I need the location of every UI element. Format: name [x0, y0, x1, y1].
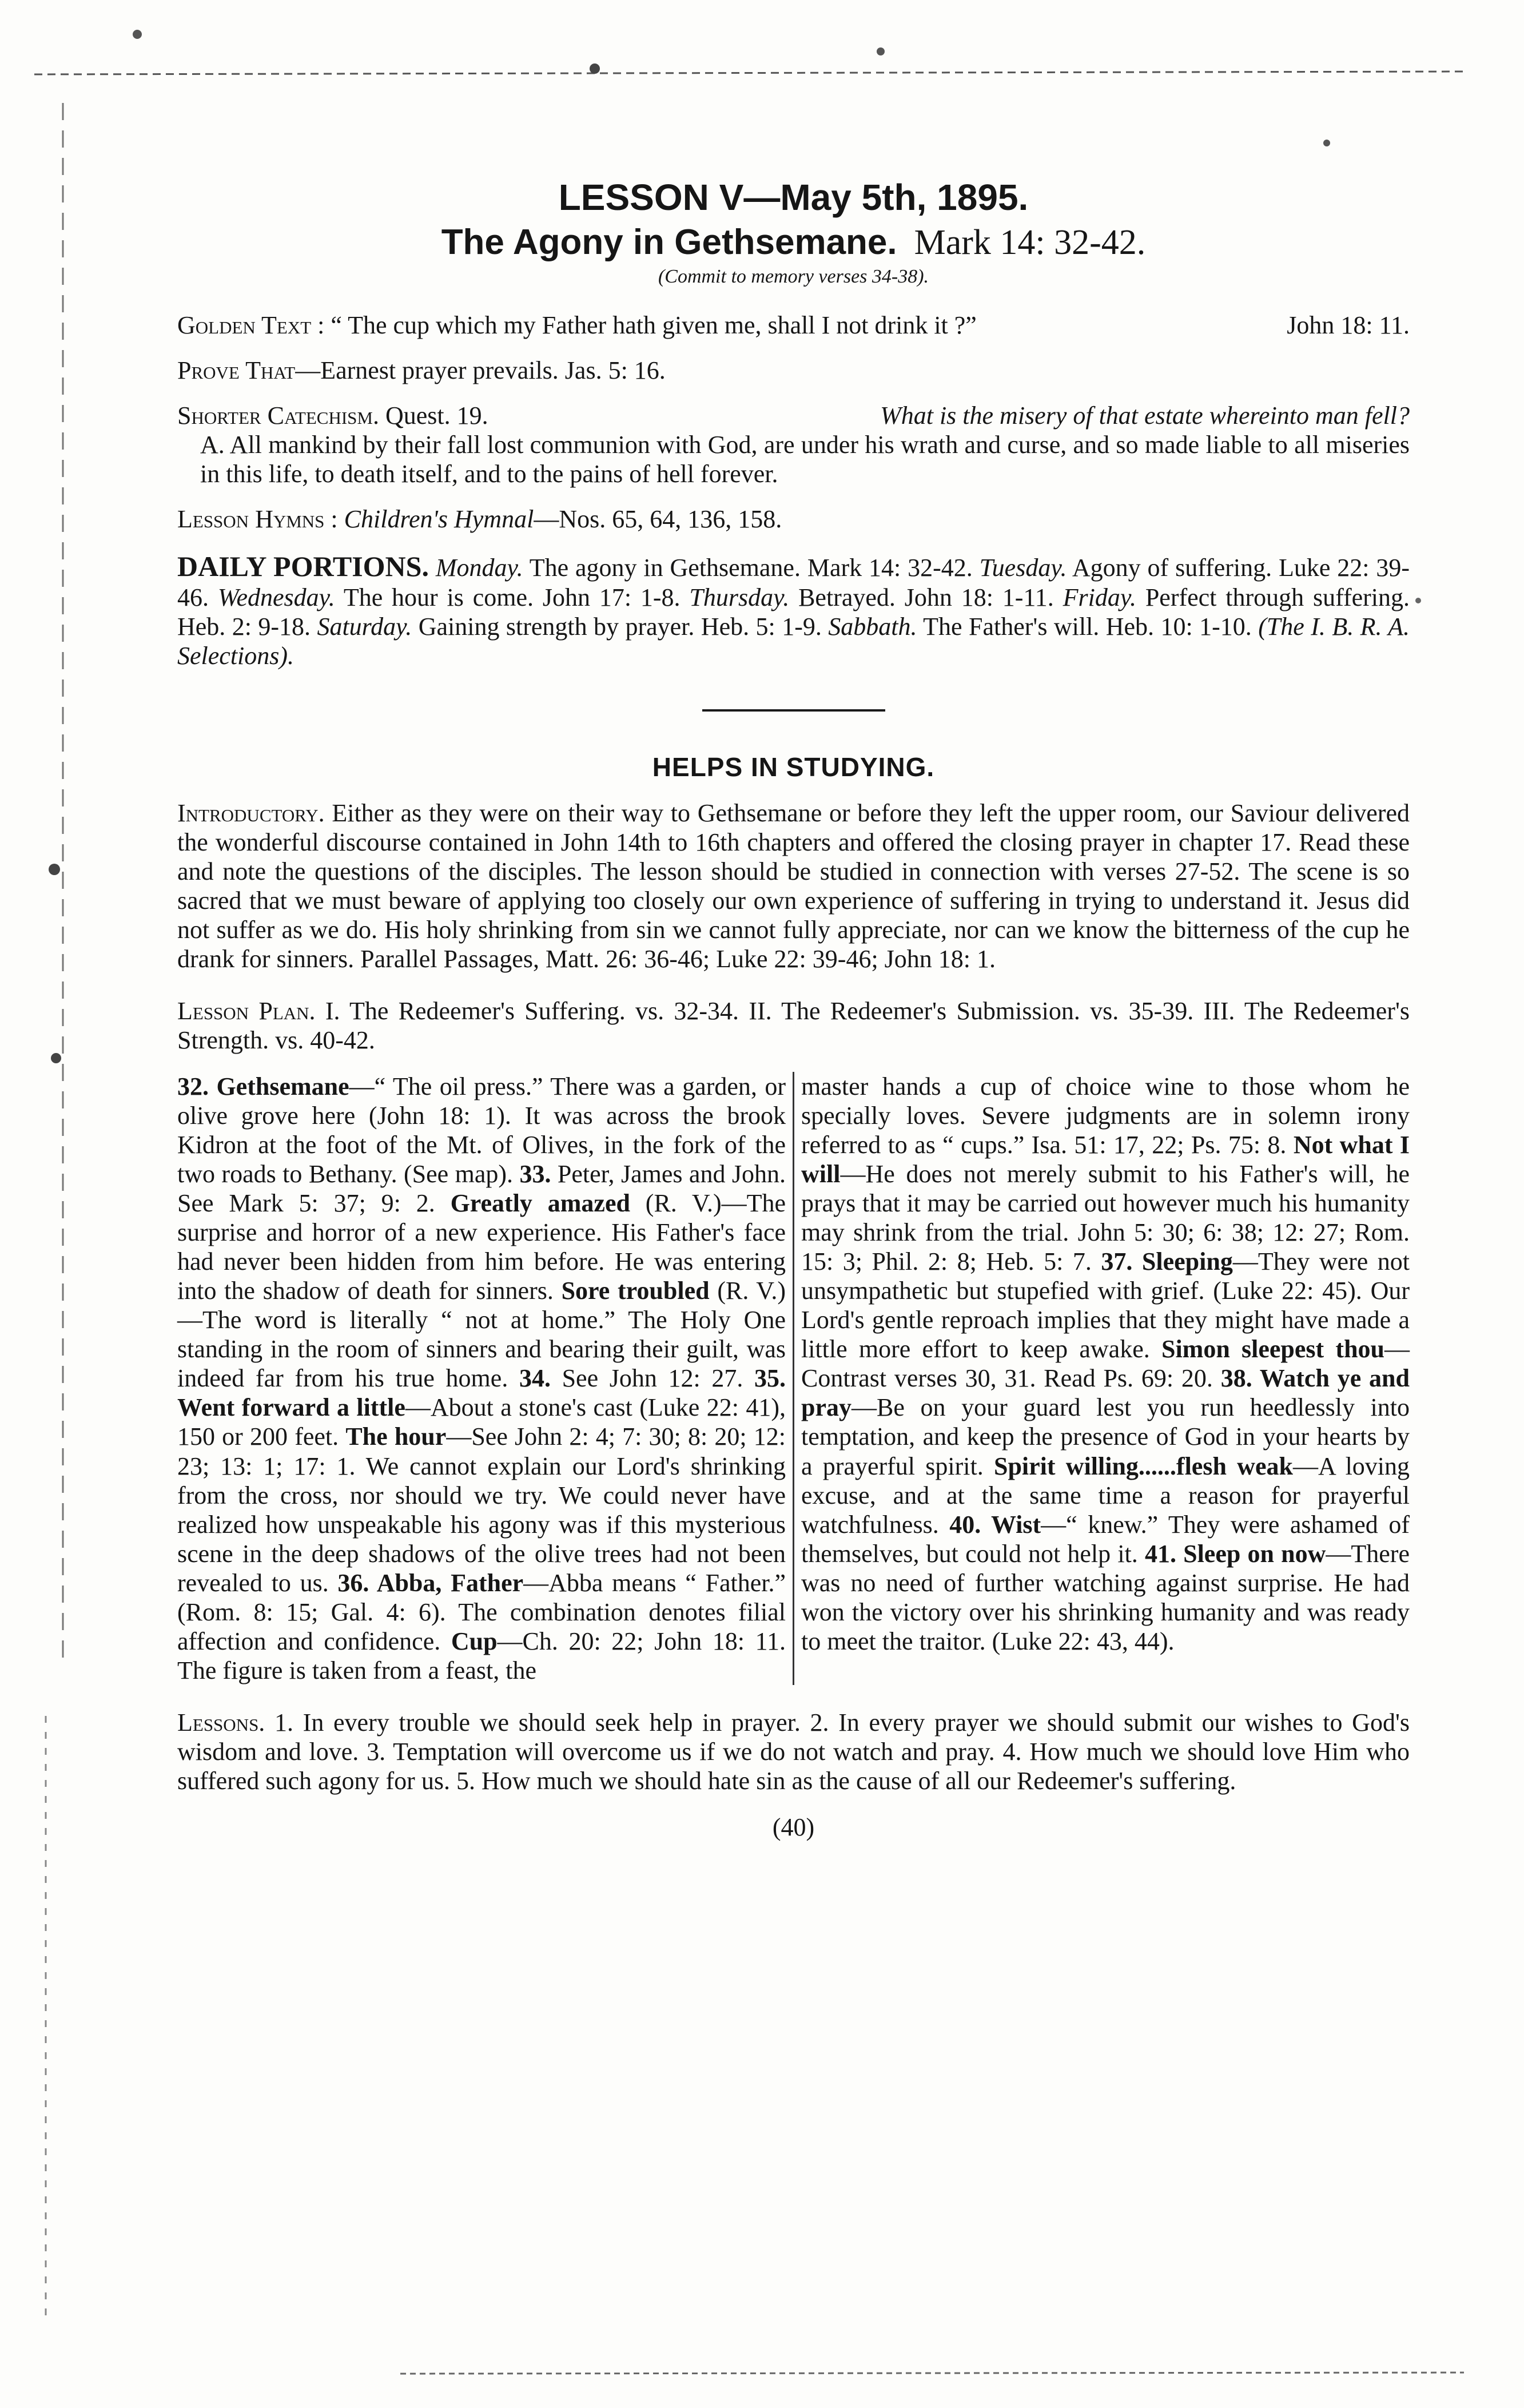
note-text: —Be on your guard lest you run heedlessly into temptation, and keep the presence of God in your hearts by a prayerful spirit.	[801, 1393, 1410, 1480]
note-term: 37. Sleeping	[1101, 1247, 1233, 1276]
golden-text-ref: John 18: 11.	[1287, 311, 1410, 339]
introductory-label: Introductory.	[177, 798, 325, 827]
notes-left-column	[177, 1072, 786, 1685]
golden-text-quote: “ The cup which my Father hath given me, shall I not drink it ?”	[331, 311, 977, 339]
lesson-hymns	[177, 504, 1410, 534]
catechism-answer: A. All mankind by their fall lost communion with God, are under his wrath and curse, and so made liable to all miseries in this life, to death itself, and to the pains of hell forever.	[200, 430, 1410, 488]
day-tuesday-text: Agony of suffering. Luke 22: 39-46.	[177, 553, 1410, 611]
note-term: 40. Wist	[949, 1510, 1041, 1539]
day-friday: Friday.	[1063, 583, 1136, 611]
day-tuesday: Tuesday.	[979, 553, 1067, 582]
introductory	[177, 798, 1410, 973]
shorter-catechism	[177, 401, 1410, 488]
note-text: —About a stone's cast (Luke 22: 41), 150 or 200 feet.	[177, 1393, 786, 1451]
column-divider	[793, 1072, 794, 1685]
golden-text	[177, 311, 1410, 340]
note-text: —There was no need of further watching against surprise. He had won the victory over his shrinking humanity and was ready to meet the traitor. (Luke 22: 43, 44).	[801, 1539, 1410, 1655]
note-text: —A loving excuse, and at the same time a reason for prayerful watchfulness.	[801, 1452, 1410, 1539]
lessons-label: Lessons.	[177, 1708, 265, 1737]
ibra-selections: (The I. B. R. A. Selections).	[177, 612, 1410, 670]
note-term: 35. Went forward a little	[177, 1364, 786, 1422]
day-friday-text: Perfect through suffering. Heb. 2: 9-18.	[177, 583, 1410, 641]
note-term: 38. Watch ye and pray	[801, 1364, 1410, 1422]
day-sabbath: Sabbath.	[828, 612, 917, 641]
helps-heading: HELPS IN STUDYING.	[652, 752, 935, 782]
note-text: —He does not merely submit to his Father's will, he prays that it may be carried out however much his humanity may shrink from the trial. John 5: 30; 6: 38; 12: 27; Rom. 15: 3; Phil. 2: 8; Heb. 5: 7.	[801, 1160, 1410, 1276]
note-term: Sore troubled	[561, 1277, 710, 1305]
day-wednesday: Wednesday.	[217, 583, 335, 611]
note-term: The hour	[345, 1422, 447, 1451]
day-wednesday-text: The hour is come. John 17: 1-8.	[343, 583, 681, 611]
catechism-question-text: What is the misery of that estate whereinto man fell?	[880, 401, 1410, 430]
note-term: 36. Abba, Father	[337, 1568, 524, 1597]
lesson-content	[177, 177, 1410, 1842]
note-term: 34.	[519, 1364, 551, 1393]
lessons-summary	[177, 1708, 1410, 1795]
note-text: (R. V.)—The surprise and horror of a new experience. His Father's face had never been hidden from him before. He was entering into the shadow of death for sinners.	[177, 1189, 786, 1305]
prove-that-label: Prove That	[177, 356, 296, 384]
catechism-question: Quest. 19.	[385, 401, 488, 430]
note-term: Greatly amazed	[450, 1189, 630, 1218]
note-text: —“ The oil press.” There was a garden, or olive grove here (John 18: 1). It was across the brook Kidron at the foot of the Mt. of Olives, in the fork of the two roads to Bethany. (See map).	[177, 1072, 786, 1189]
day-thursday-text: Betrayed. John 18: 1-11.	[798, 583, 1054, 611]
prove-that	[177, 356, 1410, 385]
lesson-subtitle	[177, 223, 1410, 262]
note-text: (R. V.)—The word is literally “ not at home.” The Holy One standing in the room of sinners and bearing their guilt, was indeed far from his true home.	[177, 1277, 786, 1393]
notes-right-column	[801, 1072, 1410, 1685]
note-term: Simon sleepest thou	[1161, 1335, 1385, 1364]
section-divider	[702, 709, 885, 712]
hymns-label: Lesson Hymns :	[177, 504, 338, 533]
day-sabbath-text: The Father's will. Heb. 10: 1-10.	[923, 612, 1252, 641]
verse-notes	[177, 1072, 1410, 1685]
note-term: Cup	[451, 1627, 498, 1655]
golden-text-label: Golden Text :	[177, 311, 325, 339]
lesson-plan-label: Lesson Plan.	[177, 997, 316, 1026]
note-text: Peter, James and John. See Mark 5: 37; 9: 2.	[177, 1160, 786, 1218]
lesson-plan	[177, 996, 1410, 1055]
note-text: —“ knew.” They were ashamed of themselves, but could not help it.	[801, 1510, 1410, 1568]
note-text: —Contrast verses 30, 31. Read Ps. 69: 20.	[801, 1335, 1410, 1393]
day-monday: Monday.	[435, 553, 523, 582]
page-number: (40)	[772, 1813, 815, 1841]
lesson-plan-text: I. The Redeemer's Suffering. vs. 32-34. II. The Redeemer's Submission. vs. 35-39. III. The Redeemer's Strength. vs. 40-42.	[177, 997, 1410, 1055]
lesson-reference: Mark 14: 32-42.	[914, 223, 1146, 263]
note-text: See John 12: 27.	[550, 1364, 754, 1393]
note-term: 32. Gethsemane	[177, 1072, 349, 1101]
daily-portions-heading: DAILY PORTIONS.	[177, 550, 429, 582]
note-text: —See John 2: 4; 7: 30; 8: 20; 12: 23; 13: 1; 17: 1. We cannot explain our Lord's shrinking from the cross, nor should we try. We could never have realized how unspeakable his agony was if this mysterious scene in the deep shadows of the olive trees had not been revealed to us.	[177, 1422, 786, 1597]
lessons-text: 1. In every trouble we should seek help in prayer. 2. In every prayer we should submit our wishes to God's wisdom and love. 3. Temptation will overcome us if we do not watch and pray. 4. How much we should love Him who suffered such agony for us. 5. How much we should hate sin as the cause of all our Redeemer's suffering.	[177, 1708, 1410, 1795]
note-term: Not what I will	[801, 1131, 1410, 1189]
hymns-numbers: —Nos. 65, 64, 136, 158.	[534, 504, 782, 533]
note-text: —They were not unsympathetic but stupefied with grief. (Luke 22: 45). Our Lord's gentle reproach implies that they might have made a little more effort to keep awake.	[801, 1247, 1410, 1364]
day-saturday: Saturday.	[317, 612, 412, 641]
day-thursday: Thursday.	[689, 583, 790, 611]
prove-that-text: —Earnest prayer prevails. Jas. 5: 16.	[295, 356, 666, 384]
day-saturday-text: Gaining strength by prayer. Heb. 5: 1-9.	[418, 612, 822, 641]
introductory-text: Either as they were on their way to Gethsemane or before they left the upper room, our Saviour delivered the wonderful discourse contained in John 14th to 16th chapters and offered the closing prayer in chapter 17. Read these and note the questions of the disciples. The lesson should be studied in connection with verses 27-52. The scene is so sacred that we must beware of applying too closely our own experience of suffering in trying to understand it. Jesus did not suffer as we do. His holy shrinking from sin we cannot fully appreciate, nor can we know the bitterness of the cup he drank for sinners. Parallel Passages, Matt. 26: 36-46; Luke 22: 39-46; John 18: 1.	[177, 798, 1410, 973]
note-text: master hands a cup of choice wine to those whom he specially loves. Severe judgments are in solemn irony referred to as “ cups.” Isa. 51: 17, 22; Ps. 75: 8.	[801, 1072, 1410, 1159]
note-term: Spirit willing......flesh weak	[993, 1452, 1293, 1480]
note-term: 33.	[519, 1160, 551, 1189]
note-term: 41. Sleep on now	[1144, 1539, 1326, 1568]
note-text: —Abba means “ Father.” (Rom. 8: 15; Gal. 4: 6). The combination denotes filial affection and confidence.	[177, 1568, 786, 1655]
catechism-label: Shorter Catechism.	[177, 401, 379, 430]
hymns-book: Children's Hymnal	[344, 504, 534, 533]
note-text: —Ch. 20: 22; John 18: 11. The figure is taken from a feast, the	[177, 1627, 786, 1684]
lesson-subtitle-text: The Agony in Gethsemane.	[441, 222, 897, 263]
lesson-title: LESSON V—May 5th, 1895.	[558, 177, 1029, 218]
daily-portions	[177, 550, 1410, 670]
commit-note: (Commit to memory verses 34-38).	[658, 265, 929, 287]
day-monday-text: The agony in Gethsemane. Mark 14: 32-42.	[529, 553, 973, 582]
